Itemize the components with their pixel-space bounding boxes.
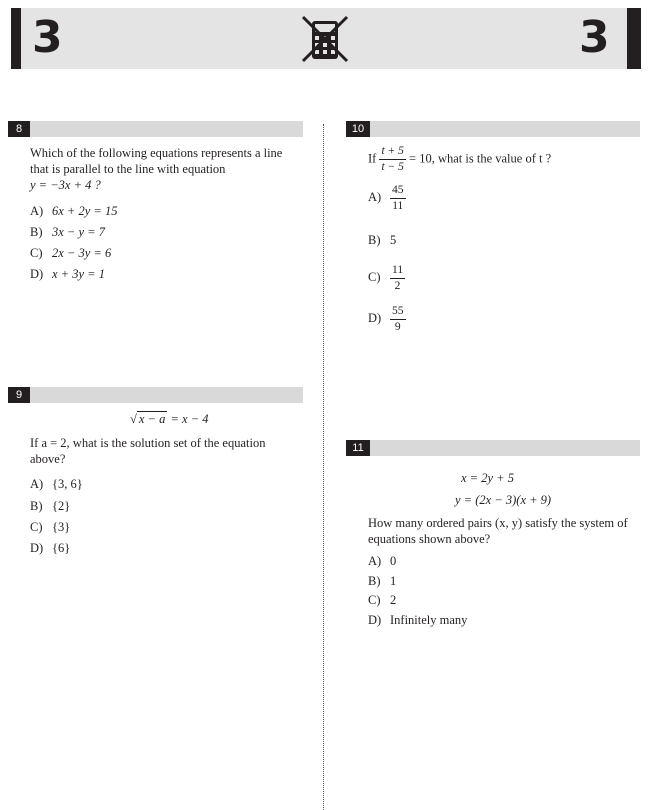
choice-label: D)	[368, 613, 382, 627]
fraction-denominator: 11	[392, 200, 404, 212]
choice-label: A)	[30, 477, 44, 491]
choice-text: {6}	[52, 541, 71, 555]
choice-label: C)	[30, 246, 43, 260]
answer-choice-d[interactable]	[30, 540, 70, 556]
stem-if: If	[368, 151, 377, 166]
no-calculator-icon	[299, 13, 351, 65]
fraction-denominator: 2	[394, 280, 401, 292]
radicand: x − a	[138, 412, 166, 426]
stem-fraction	[379, 145, 405, 174]
question-10-bar	[346, 121, 640, 137]
choice-label: A)	[368, 554, 382, 568]
answer-choice-a[interactable]	[368, 184, 406, 213]
choice-text: 0	[390, 554, 397, 568]
question-9-bar	[8, 387, 303, 403]
question-11-equation-2: y = (2x − 3)(x + 9)	[455, 493, 552, 507]
choice-text: Infinitely many	[390, 613, 468, 627]
answer-choice-d[interactable]	[368, 612, 467, 628]
section-number-right: 3	[579, 12, 610, 63]
choice-fraction	[390, 305, 406, 334]
answer-choice-b[interactable]	[368, 573, 396, 589]
question-8-equation: y = −3x + 4 ?	[30, 178, 101, 192]
choice-label: A)	[30, 204, 44, 218]
choice-label: C)	[30, 520, 43, 534]
choice-label: D)	[30, 541, 44, 555]
choice-fraction	[390, 184, 406, 213]
choice-fraction	[390, 264, 405, 293]
question-11-stem-line-2: equations shown above?	[368, 532, 491, 546]
choice-text: {3, 6}	[52, 477, 83, 491]
question-number: 9	[8, 387, 30, 403]
section-number-left: 3	[32, 12, 63, 63]
choice-label: D)	[368, 311, 382, 326]
question-number: 8	[8, 121, 30, 137]
question-8-stem-line-1: Which of the following equations represents a line	[30, 146, 283, 160]
answer-choice-b[interactable]	[30, 224, 105, 240]
choice-text: 1	[390, 574, 397, 588]
answer-choice-a[interactable]	[30, 203, 117, 219]
question-10-stem	[368, 145, 551, 174]
answer-choice-b[interactable]	[368, 232, 396, 248]
equation-rhs: = x − 4	[170, 412, 209, 426]
question-9-stem-line-1: If a = 2, what is the solution set of the equation	[30, 436, 266, 450]
fraction-denominator: t − 5	[381, 161, 404, 173]
fraction-numerator: 45	[390, 184, 406, 199]
answer-choice-c[interactable]	[30, 245, 111, 261]
choice-text: 3x − y = 7	[52, 225, 105, 239]
question-9-equation: √ x − a = x − 4	[130, 412, 209, 426]
header-left-marker	[11, 8, 21, 69]
answer-choice-d[interactable]	[368, 305, 406, 334]
answer-choice-d[interactable]	[30, 266, 105, 282]
choice-text: {3}	[52, 520, 71, 534]
choice-text: 5	[390, 233, 397, 247]
answer-choice-c[interactable]	[368, 592, 396, 608]
question-number: 10	[346, 121, 370, 137]
choice-label: B)	[30, 499, 43, 513]
choice-text: {2}	[52, 499, 71, 513]
fraction-numerator: 55	[390, 305, 406, 320]
stem-rest: = 10, what is the value of t ?	[409, 151, 552, 166]
answer-choice-c[interactable]	[368, 264, 405, 293]
fraction-denominator: 9	[394, 321, 401, 333]
choice-label: C)	[368, 593, 381, 607]
fraction-numerator: t + 5	[379, 145, 405, 160]
header-right-marker	[627, 8, 641, 69]
choice-text: 2	[390, 593, 397, 607]
choice-label: B)	[30, 225, 43, 239]
question-8-bar	[8, 121, 303, 137]
question-number: 11	[346, 440, 370, 456]
answer-choice-a[interactable]	[368, 553, 396, 569]
choice-label: A)	[368, 190, 382, 205]
question-11-bar	[346, 440, 640, 456]
question-9-stem-line-2: above?	[30, 452, 66, 466]
choice-label: B)	[368, 233, 381, 247]
question-11-equation-1: x = 2y + 5	[461, 471, 514, 485]
choice-label: B)	[368, 574, 381, 588]
answer-choice-a[interactable]	[30, 476, 83, 492]
answer-choice-c[interactable]	[30, 519, 70, 535]
choice-text: 2x − 3y = 6	[52, 246, 112, 260]
question-8-stem-line-2: that is parallel to the line with equation	[30, 162, 226, 176]
answer-choice-b[interactable]	[30, 498, 70, 514]
choice-text: x + 3y = 1	[52, 267, 105, 281]
fraction-numerator: 11	[390, 264, 405, 279]
choice-label: C)	[368, 270, 381, 285]
column-divider	[323, 124, 324, 810]
choice-label: D)	[30, 267, 44, 281]
question-11-stem-line-1: How many ordered pairs (x, y) satisfy the system of	[368, 516, 628, 530]
choice-text: 6x + 2y = 15	[52, 204, 118, 218]
